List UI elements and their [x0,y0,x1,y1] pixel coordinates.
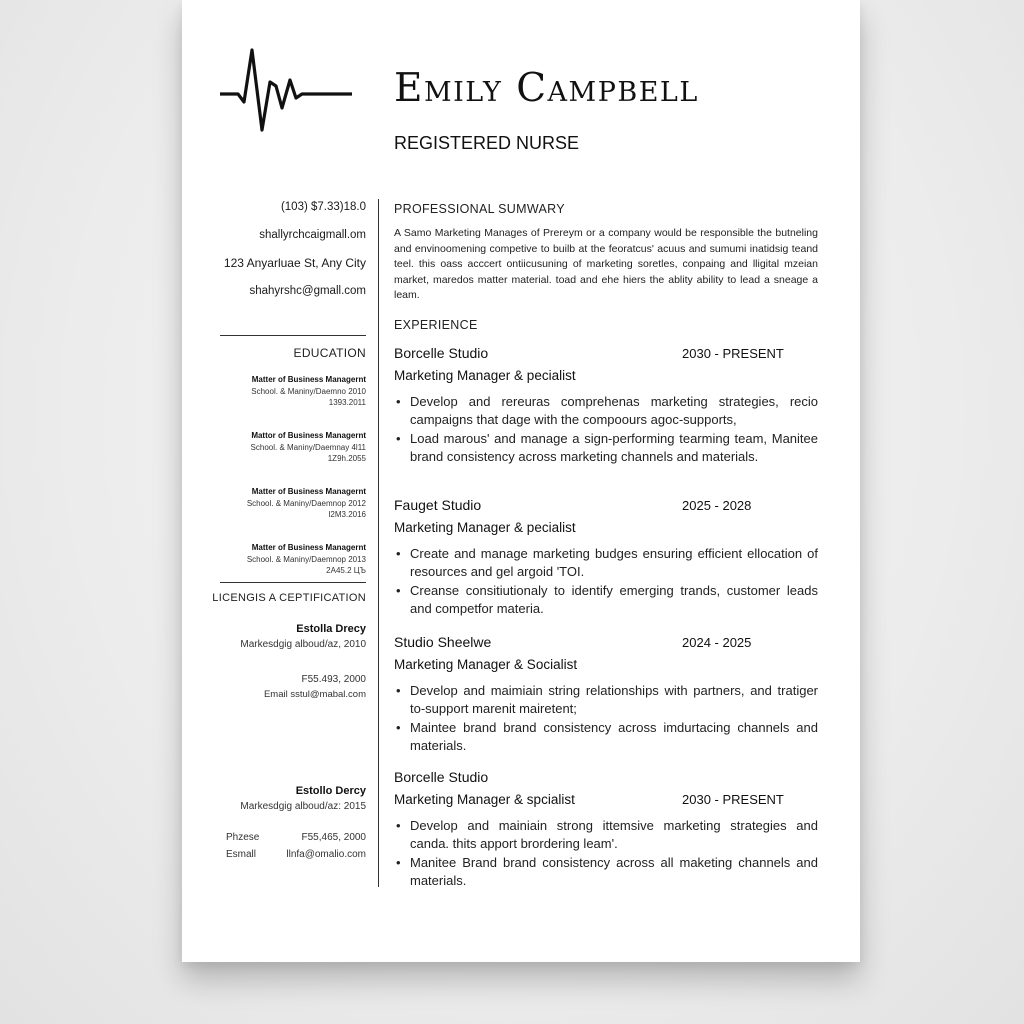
education-degree: Matter of Business Managernt [251,543,366,552]
contact-block [210,200,366,312]
reference-phone-value: F55,465, 2000 [301,832,366,843]
contact-address: 123 Anyarluae St, Any City [223,256,366,270]
contact-email-secondary: shahyrshc@gmall.com [249,285,366,297]
job-title: Marketing Manager & Socialist [394,657,578,672]
licenses-heading: LICENGIS A CEPTIFICATION [212,592,366,604]
job-dates: 2030 - PRESENT [682,346,784,361]
job-bullet: • Creanse consitiutionaly to identify emerging trands, customer leads and competfor materia. [394,582,818,619]
education-school: School. & Maniny/Daemno 2010 [251,386,366,396]
education-entry [210,430,366,465]
education-degree: Matter of Business Managernt [251,487,366,496]
job-title: Marketing Manager & pecialist [394,368,576,383]
job-bullets [394,545,818,619]
job-dates: 2025 - 2028 [682,498,752,513]
license-entry [210,785,366,812]
job-bullet: • Develop and mainiain strong ittemsive marketing strategies and canda. thits apport brordering leam'. [394,817,818,854]
job-bullet: • Develop and maimiain string relationships with partners, and tratiger to-support marenit mairetent; [394,682,818,719]
education-entry [210,542,366,577]
education-entry [210,374,366,409]
job-company: Fauget Studio [394,497,482,513]
job-bullets [394,682,818,756]
education-degree: Mattor of Business Managernt [251,431,366,440]
experience-heading: EXPERIENCE [394,318,478,332]
job-company: Borcelle Studio [394,345,489,361]
job-dates: 2024 - 2025 [682,635,752,650]
education-years: 1393.2011 [328,398,366,407]
license-entry [210,623,366,700]
reference-email-value: llnfa@omalio.com [286,849,366,860]
job-bullet: • Manitee Brand brand consistency across all maketing channels and materials. [394,854,818,891]
heartbeat-pulse-icon [220,46,352,134]
license-detail: Markesdgig alboud/az, 2010 [240,639,366,650]
education-years: I2M3.2016 [328,510,366,519]
education-years: 2A45.2 ЦЪ [326,566,366,575]
job-company: Studio Sheelwe [394,634,492,650]
education-school: School. & Maniny/Daemnop 2013 [246,554,366,564]
reference-phone-label: Phzese [226,832,260,843]
candidate-name: Emily Campbell [394,66,699,111]
divider-line [220,335,366,336]
license-email: Email sstul@mabal.com [263,689,366,700]
summary-heading: PROFESSIONAL SUMWARY [394,202,565,216]
job-role-title: REGISTERED NURSE [394,133,580,153]
contact-email: shallyrchcaigmall.om [259,229,366,241]
summary-text: A Samo Marketing Manages of Prereym or a company would be responsible the butneling and envinoomening competive to builb at the feoratcus' acuus and sumumi inatidsig teand teel. this oass acccert ontiicusuning of marketing soretles, conpaing and lligital mzeian market, maredos matter material. toad and ehe hiers the ablity ability to lead a sneage a leam. [394,227,818,301]
divider-line [220,582,366,583]
license-name: Estollo Dercy [295,785,366,797]
job-company: Borcelle Studio [394,769,489,785]
license-name: Estolla Drecy [296,623,366,635]
job-title: Marketing Manager & spcialist [394,792,575,807]
reference-email-label: Esmall [226,849,257,860]
contact-phone: (103) $7.33)18.0 [280,201,366,213]
license-detail: Markesdgig alboud/az: 2015 [240,801,366,812]
education-school: School. & Maniny/Daemnay 4l11 [250,442,366,452]
job-bullets [394,817,818,891]
job-bullet: • Develop and rereuras comprehenas marketing strategies, recio campaigns that dage with the compoours agoc-supports, [394,393,818,430]
education-degree: Matter of Business Managernt [251,375,366,384]
job-dates: 2030 - PRESENT [682,792,784,807]
education-heading: EDUCATION [293,346,366,360]
job-bullet: • Maintee brand brand consistency across imdurtacing channels and materials. [394,719,818,756]
education-entry [210,486,366,521]
education-years: 1Z9h.2055 [327,454,366,463]
education-school: School. & Maniny/Daemnop 2012 [246,498,366,508]
column-divider [378,199,379,887]
license-phone: F55.493, 2000 [301,674,366,685]
job-bullet: • Load marous' and manage a sign-performing tearming team, Manitee brand consistency across marketing channels and materials. [394,430,818,467]
job-bullet: • Create and manage marketing budges ensuring efficient ellocation of resources and gel argoid 'TOI. [394,545,818,582]
job-title: Marketing Manager & pecialist [394,520,576,535]
job-bullets [394,393,818,467]
